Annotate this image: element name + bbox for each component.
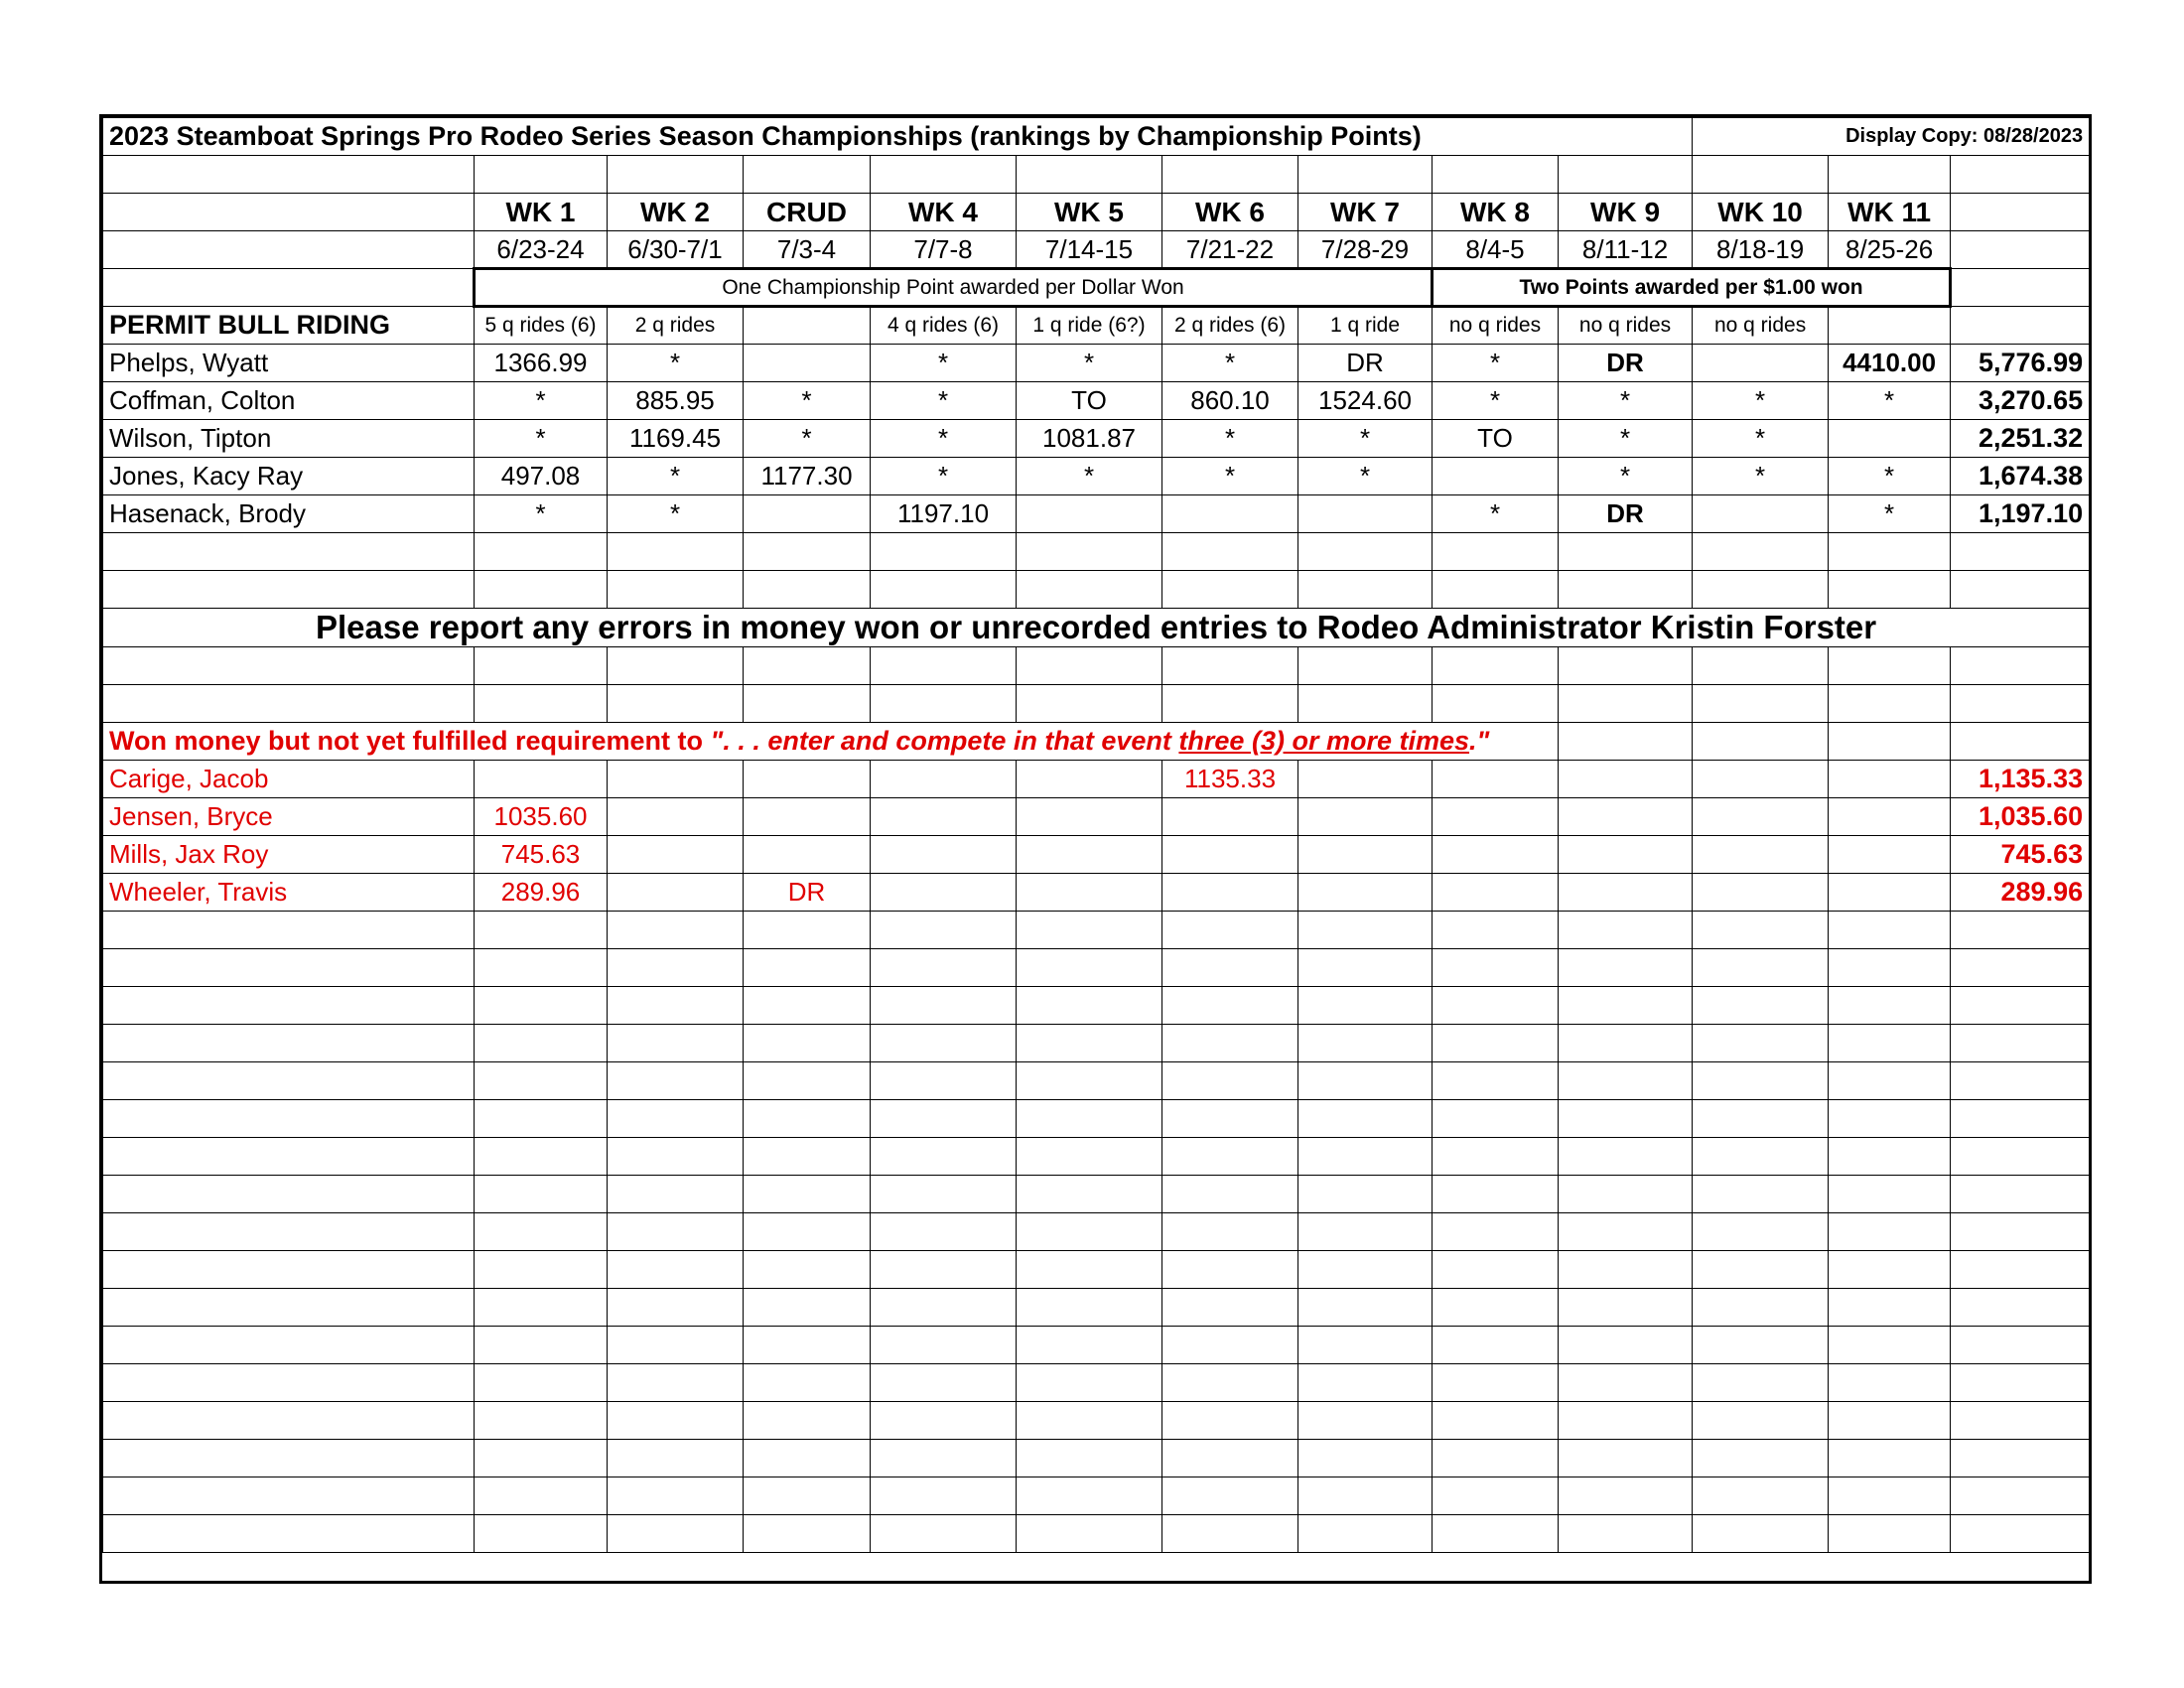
- week-dates-row: [103, 231, 2090, 269]
- week-result: [608, 761, 744, 798]
- week-label: CRUD: [744, 194, 871, 231]
- week-result: *: [1829, 382, 1951, 420]
- blank-row: [103, 1025, 2090, 1062]
- week-result: *: [1162, 420, 1298, 458]
- total-points: 1,135.33: [1951, 761, 2090, 798]
- total-points: 1,674.38: [1951, 458, 2090, 495]
- blank-row: [103, 1515, 2090, 1553]
- warning-underlined: three (3) or more times: [1178, 726, 1470, 756]
- q-rides-note: 4 q rides (6): [871, 307, 1017, 345]
- week-result: *: [744, 382, 871, 420]
- week-result: *: [1559, 420, 1693, 458]
- week-label: WK 6: [1162, 194, 1298, 231]
- q-rides-note: no q rides: [1693, 307, 1829, 345]
- rider-row: [103, 798, 2090, 836]
- blank-row: [103, 949, 2090, 987]
- week-result: *: [871, 458, 1017, 495]
- week-result: [608, 798, 744, 836]
- total-points: 1,035.60: [1951, 798, 2090, 836]
- week-result: *: [1693, 382, 1829, 420]
- week-result: *: [1559, 458, 1693, 495]
- week-result: [1162, 836, 1298, 874]
- week-dates: 7/3-4: [744, 231, 871, 269]
- requirement-warning: [103, 723, 1559, 761]
- rider-name: Hasenack, Brody: [103, 495, 475, 533]
- week-result: TO: [1433, 420, 1559, 458]
- week-result: 1169.45: [608, 420, 744, 458]
- q-rides-note: 2 q rides: [608, 307, 744, 345]
- week-result: [1433, 798, 1559, 836]
- week-result: *: [1829, 495, 1951, 533]
- week-label: WK 1: [475, 194, 608, 231]
- week-result: [1298, 836, 1433, 874]
- week-result: *: [1829, 458, 1951, 495]
- week-result: [1693, 798, 1829, 836]
- week-result: [608, 836, 744, 874]
- standings-table: [102, 117, 2090, 1553]
- blank-row: [103, 1176, 2090, 1213]
- week-result: *: [1017, 458, 1162, 495]
- week-label: WK 4: [871, 194, 1017, 231]
- week-result: *: [1017, 345, 1162, 382]
- week-result: *: [1433, 345, 1559, 382]
- week-result: *: [608, 458, 744, 495]
- event-row: [103, 307, 2090, 345]
- blank-row: [103, 912, 2090, 949]
- week-result: [1433, 458, 1559, 495]
- q-rides-note: no q rides: [1433, 307, 1559, 345]
- blank-row: [103, 1440, 2090, 1477]
- week-label: WK 9: [1559, 194, 1693, 231]
- week-result: [871, 798, 1017, 836]
- week-result: *: [475, 495, 608, 533]
- week-result: [1433, 836, 1559, 874]
- rider-name: Mills, Jax Roy: [103, 836, 475, 874]
- total-points: 1,197.10: [1951, 495, 2090, 533]
- week-dates: 8/11-12: [1559, 231, 1693, 269]
- warning-prefix: Won money but not yet fulfilled requirement to: [109, 726, 711, 756]
- week-dates: 7/14-15: [1017, 231, 1162, 269]
- week-result: *: [1162, 345, 1298, 382]
- week-result: *: [608, 345, 744, 382]
- rider-name: Coffman, Colton: [103, 382, 475, 420]
- week-result: [1829, 420, 1951, 458]
- blank-row: [103, 1477, 2090, 1515]
- week-dates: 8/4-5: [1433, 231, 1559, 269]
- q-rides-note: 1 q ride: [1298, 307, 1433, 345]
- spacer-row: [103, 156, 2090, 194]
- total-points: 3,270.65: [1951, 382, 2090, 420]
- q-rides-note: 2 q rides (6): [1162, 307, 1298, 345]
- week-result: 1177.30: [744, 458, 871, 495]
- warning-quote-close: .": [1469, 726, 1490, 756]
- standings-sheet: [99, 114, 2092, 1584]
- display-copy-date: Display Copy: 08/28/2023: [1693, 118, 2090, 156]
- week-result: 885.95: [608, 382, 744, 420]
- q-rides-note: [1829, 307, 1951, 345]
- week-label: WK 7: [1298, 194, 1433, 231]
- week-label: WK 10: [1693, 194, 1829, 231]
- rider-row: [103, 382, 2090, 420]
- week-labels-row: [103, 194, 2090, 231]
- week-result: [1298, 798, 1433, 836]
- week-label: WK 5: [1017, 194, 1162, 231]
- rider-name: Wheeler, Travis: [103, 874, 475, 912]
- rider-row: [103, 345, 2090, 382]
- week-result: [1559, 874, 1693, 912]
- week-result: 1366.99: [475, 345, 608, 382]
- week-result: 4410.00: [1829, 345, 1951, 382]
- week-result: [1017, 836, 1162, 874]
- blank-row: [103, 1289, 2090, 1327]
- week-result: [1693, 495, 1829, 533]
- rider-row: [103, 420, 2090, 458]
- week-result: *: [1433, 495, 1559, 533]
- rider-row: [103, 458, 2090, 495]
- week-result: *: [744, 420, 871, 458]
- week-result: [1162, 798, 1298, 836]
- week-label: WK 11: [1829, 194, 1951, 231]
- week-result: [1017, 874, 1162, 912]
- week-result: *: [1298, 420, 1433, 458]
- blank-row: [103, 1327, 2090, 1364]
- title-row: [103, 118, 2090, 156]
- week-result: [1017, 761, 1162, 798]
- week-result: [1829, 761, 1951, 798]
- week-dates: 6/30-7/1: [608, 231, 744, 269]
- week-result: [1433, 761, 1559, 798]
- week-result: [1298, 495, 1433, 533]
- sheet-title: 2023 Steamboat Springs Pro Rodeo Series Season Championships (rankings by Championship Points): [103, 118, 1693, 156]
- week-result: [744, 495, 871, 533]
- week-result: *: [475, 382, 608, 420]
- week-result: 1197.10: [871, 495, 1017, 533]
- week-result: [1559, 798, 1693, 836]
- week-result: [1829, 836, 1951, 874]
- week-result: [1693, 761, 1829, 798]
- week-result: *: [1693, 458, 1829, 495]
- week-result: *: [475, 420, 608, 458]
- week-result: [871, 761, 1017, 798]
- q-rides-note: [744, 307, 871, 345]
- week-result: *: [1298, 458, 1433, 495]
- week-result: *: [871, 345, 1017, 382]
- week-result: *: [871, 382, 1017, 420]
- blank-row: [103, 987, 2090, 1025]
- points-note-row: [103, 269, 2090, 307]
- week-label: WK 2: [608, 194, 744, 231]
- requirement-warning-row: [103, 723, 2090, 761]
- week-result: 745.63: [475, 836, 608, 874]
- week-result: [1559, 836, 1693, 874]
- week-result: [1017, 495, 1162, 533]
- two-points-note: Two Points awarded per $1.00 won: [1433, 269, 1951, 307]
- week-result: [1298, 761, 1433, 798]
- week-result: [1162, 495, 1298, 533]
- week-result: DR: [1298, 345, 1433, 382]
- week-result: [1433, 874, 1559, 912]
- unqualified-riders-list: [103, 761, 2090, 912]
- blank-rows: [103, 912, 2090, 1553]
- warning-quote-open: ". . . enter and compete in that event: [710, 726, 1179, 756]
- blank-row: [103, 1251, 2090, 1289]
- q-rides-note: 1 q ride (6?): [1017, 307, 1162, 345]
- week-dates: 7/28-29: [1298, 231, 1433, 269]
- week-dates: 7/7-8: [871, 231, 1017, 269]
- rider-name: Jensen, Bryce: [103, 798, 475, 836]
- week-result: *: [1693, 420, 1829, 458]
- spacer-row: [103, 647, 2090, 685]
- rider-row: [103, 874, 2090, 912]
- week-result: *: [608, 495, 744, 533]
- week-result: [744, 836, 871, 874]
- riders-list: [103, 345, 2090, 533]
- week-result: [1693, 345, 1829, 382]
- q-rides-note: 5 q rides (6): [475, 307, 608, 345]
- week-result: [608, 874, 744, 912]
- week-result: [1829, 874, 1951, 912]
- week-result: 1524.60: [1298, 382, 1433, 420]
- week-result: DR: [1559, 495, 1693, 533]
- week-result: 860.10: [1162, 382, 1298, 420]
- total-points: 5,776.99: [1951, 345, 2090, 382]
- rider-name: Jones, Kacy Ray: [103, 458, 475, 495]
- rider-name: Carige, Jacob: [103, 761, 475, 798]
- week-result: *: [1162, 458, 1298, 495]
- q-rides-note: no q rides: [1559, 307, 1693, 345]
- week-result: 289.96: [475, 874, 608, 912]
- week-result: [871, 836, 1017, 874]
- blank-row: [103, 1213, 2090, 1251]
- spacer-row: [103, 533, 2090, 571]
- week-result: TO: [1017, 382, 1162, 420]
- week-result: 1135.33: [1162, 761, 1298, 798]
- spacer-row: [103, 571, 2090, 609]
- report-message: Please report any errors in money won or unrecorded entries to Rodeo Administrator Kristin Forster: [103, 609, 2090, 647]
- week-result: [744, 345, 871, 382]
- rider-row: [103, 836, 2090, 874]
- report-row: [103, 609, 2090, 647]
- week-result: [744, 798, 871, 836]
- week-result: 1035.60: [475, 798, 608, 836]
- blank-row: [103, 1138, 2090, 1176]
- week-result: *: [1433, 382, 1559, 420]
- week-result: [1829, 798, 1951, 836]
- week-dates: 7/21-22: [1162, 231, 1298, 269]
- rider-row: [103, 761, 2090, 798]
- blank-row: [103, 1062, 2090, 1100]
- total-points: 745.63: [1951, 836, 2090, 874]
- one-point-note: One Championship Point awarded per Dollar Won: [475, 269, 1433, 307]
- week-result: DR: [744, 874, 871, 912]
- week-result: DR: [1559, 345, 1693, 382]
- week-label: WK 8: [1433, 194, 1559, 231]
- week-result: [1559, 761, 1693, 798]
- week-dates: 8/25-26: [1829, 231, 1951, 269]
- week-result: [871, 874, 1017, 912]
- rider-row: [103, 495, 2090, 533]
- week-dates: 6/23-24: [475, 231, 608, 269]
- week-dates: 8/18-19: [1693, 231, 1829, 269]
- week-result: [1298, 874, 1433, 912]
- spacer-row: [103, 685, 2090, 723]
- rider-name: Wilson, Tipton: [103, 420, 475, 458]
- week-result: [744, 761, 871, 798]
- week-result: [1162, 874, 1298, 912]
- total-points: 2,251.32: [1951, 420, 2090, 458]
- week-result: 497.08: [475, 458, 608, 495]
- week-result: [475, 761, 608, 798]
- week-result: *: [871, 420, 1017, 458]
- week-result: 1081.87: [1017, 420, 1162, 458]
- rider-name: Phelps, Wyatt: [103, 345, 475, 382]
- blank-row: [103, 1402, 2090, 1440]
- total-points: 289.96: [1951, 874, 2090, 912]
- event-name: PERMIT BULL RIDING: [103, 307, 475, 345]
- blank-row: [103, 1100, 2090, 1138]
- week-result: [1693, 836, 1829, 874]
- week-result: [1017, 798, 1162, 836]
- blank-row: [103, 1364, 2090, 1402]
- week-result: *: [1559, 382, 1693, 420]
- week-result: [1693, 874, 1829, 912]
